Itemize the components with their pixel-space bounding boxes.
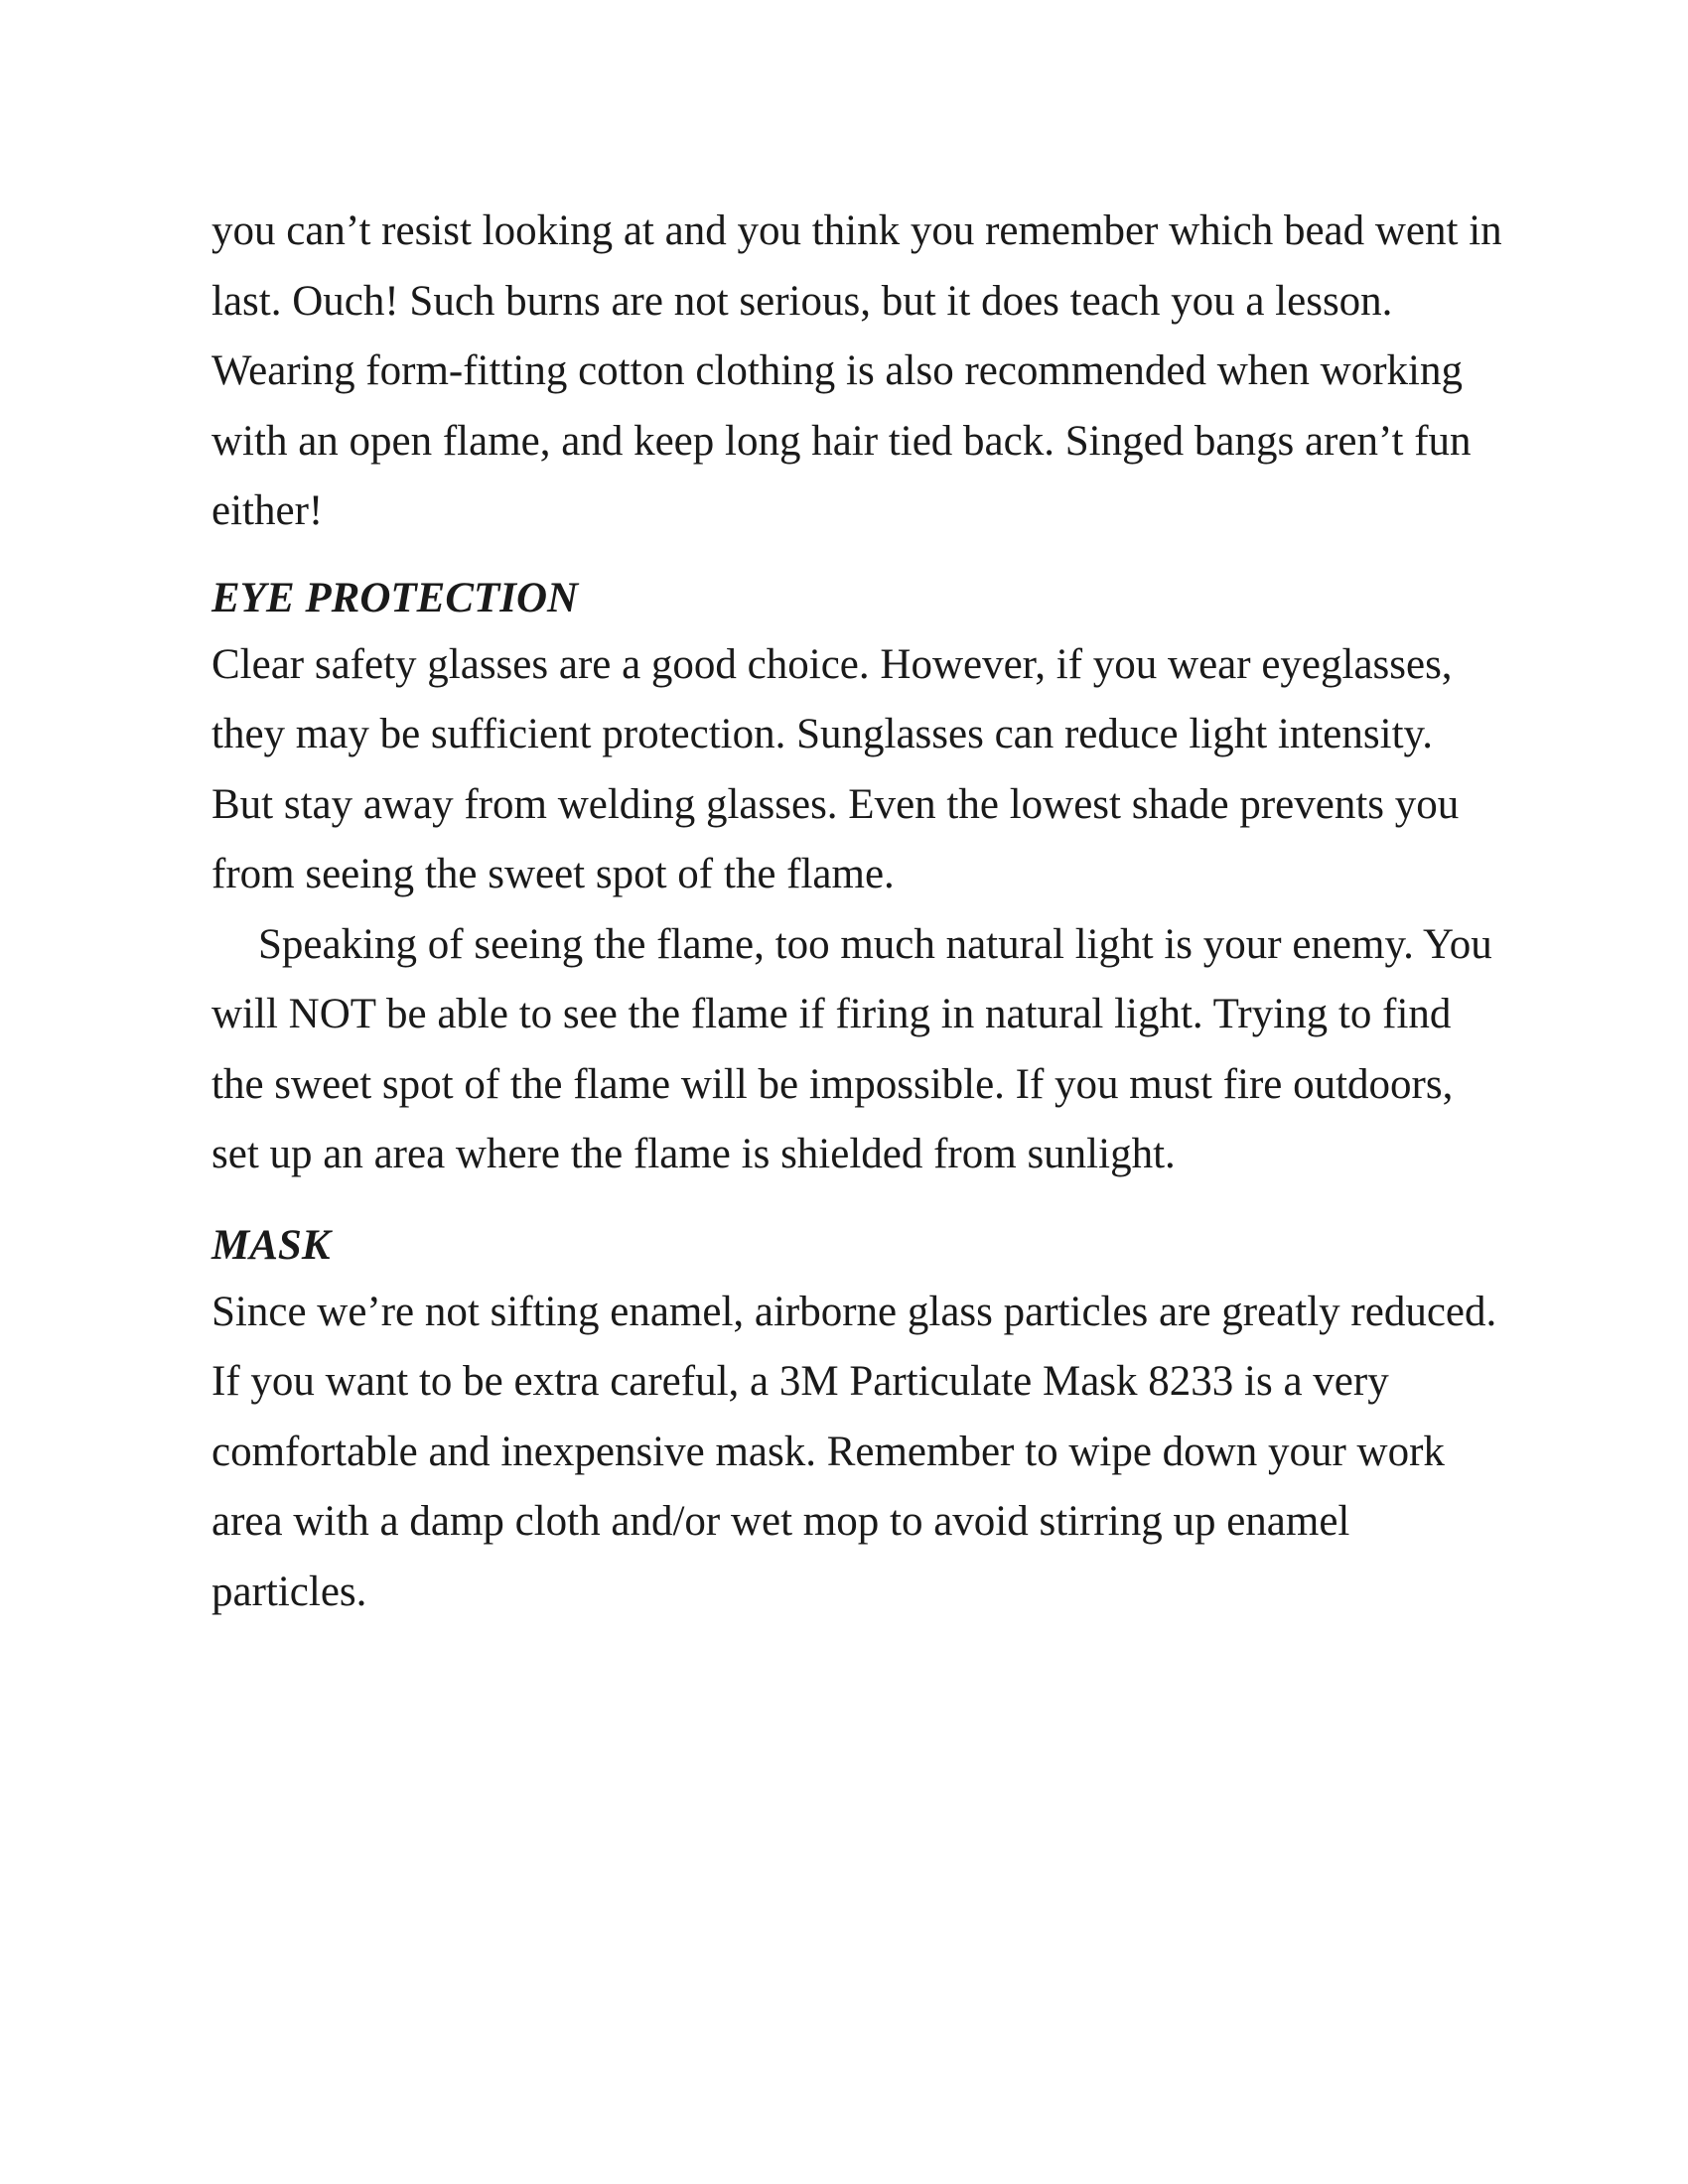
body-paragraph: Clear safety glasses are a good choice. However, if you wear eyeglasses, they may be sufficient protection. Sunglasses can reduce light intensity. But stay away from welding glasses. Even the lowest shade prevents you from seeing the sweet spot of the flame. — [211, 640, 1460, 897]
body-paragraph: you can’t resist looking at and you think you remember which bead went in last. Ouch! Such burns are not serious, but it does teach you a lesson. Wearing form-fitting cotton clothing is also recommended when working with an open flame, and keep long hair tied back. Singed bangs aren’t fun either! — [211, 207, 1502, 534]
document-page — [211, 197, 1502, 1627]
section-heading-mask: MASK — [211, 1221, 331, 1269]
body-paragraph: Speaking of seeing the flame, too much natural light is your enemy. You will NOT be able to see the flame if firing in natural light. Trying to find the sweet spot of the flame will be impossible. If you must fire outdoors, set up an area where the flame is shielded from sunlight. — [211, 920, 1492, 1177]
section-heading-eye-protection: EYE PROTECTION — [211, 574, 579, 621]
body-paragraph: Since we’re not sifting enamel, airborne glass particles are greatly reduced. If you want to be extra careful, a 3M Particulate Mask 8233 is a very comfortable and inexpensive mask. Remember to wipe down your work area with a damp cloth and/or wet mop to avoid stirring up enamel particles. — [211, 1288, 1497, 1615]
